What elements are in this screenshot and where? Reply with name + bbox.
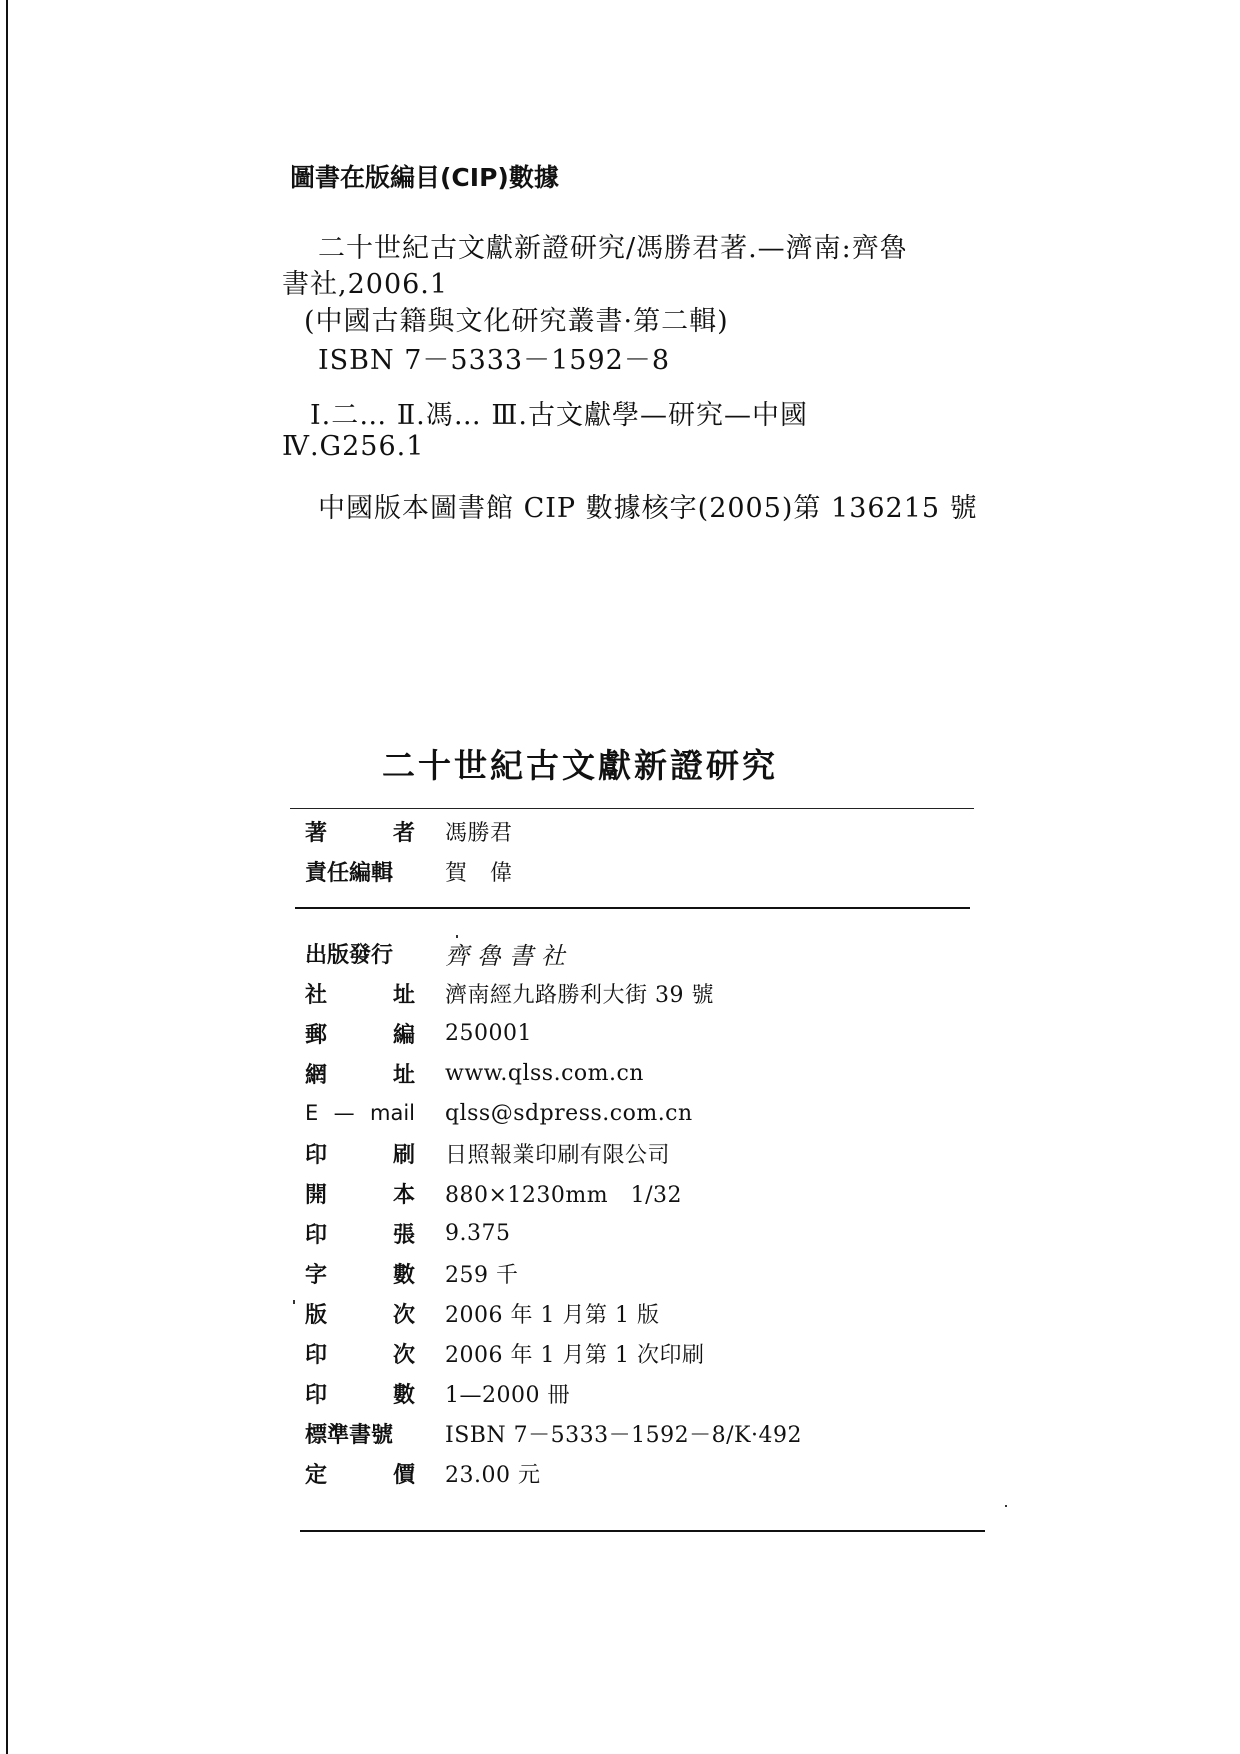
detail-label: 標準書號 [305,1422,394,1448]
detail-row-format [305,1177,682,1209]
detail-value: 日照報業印刷有限公司 [445,1142,671,1168]
credit-label: 著 者 [305,820,415,846]
cip-title-line: 二十世紀古文獻新證研究/馮勝君著.—濟南:齊魯 [318,233,908,264]
detail-label: 印 張 [305,1222,415,1248]
cip-isbn-line: ISBN 7－5333－1592－8 [318,345,670,376]
cip-classification-line: Ⅳ.G256.1 [282,431,425,462]
credit-value: 馮勝君 [445,820,513,846]
detail-label: 網 址 [305,1062,415,1088]
book-title: 二十世紀古文獻新證研究 [382,746,778,785]
detail-value: 9.375 [445,1220,511,1246]
detail-value: 1—2000 冊 [445,1382,570,1408]
detail-value: 23.00 元 [445,1462,541,1488]
detail-row-postcode [305,1017,532,1049]
detail-value: 濟南經九路勝利大街 39 號 [445,982,714,1008]
publisher-logotype: 齊魯書社 [445,941,573,970]
cip-publisher-line: 書社,2006.1 [282,269,449,300]
credits-rule [295,907,970,909]
detail-label: 印 數 [305,1382,415,1408]
detail-value: 259 千 [445,1262,519,1288]
cip-subject-line: Ⅰ.二… Ⅱ.馮… Ⅲ.古文獻學—研究—中國 [310,400,808,431]
detail-row-wordcount [305,1257,519,1289]
detail-label: 字 數 [305,1262,415,1288]
detail-row-printer [305,1137,670,1169]
detail-label: 版 次 [305,1302,415,1328]
detail-label: E — mail [305,1101,415,1125]
detail-value: 2006 年 1 月第 1 版 [445,1302,660,1328]
detail-row-address [305,977,714,1009]
cip-heading: 圖書在版編目(CIP)數據 [290,163,559,192]
cip-series-line: (中國古籍與文化研究叢書·第二輯) [304,306,729,337]
detail-value: 250001 [445,1020,532,1046]
website-link[interactable]: www.qlss.com.cn [445,1060,644,1086]
scan-speck [1005,1505,1007,1507]
scan-speck [293,1300,295,1304]
credit-value: 賀 偉 [445,860,513,886]
detail-row-print-run [305,1377,570,1409]
detail-row-edition [305,1297,659,1329]
detail-label: 定 價 [305,1462,415,1488]
detail-row-email [305,1097,693,1129]
title-rule [290,808,974,809]
detail-row-printing [305,1337,704,1369]
detail-label: 印 次 [305,1342,415,1368]
detail-row-sheets [305,1217,510,1249]
detail-row-publisher [305,937,573,969]
detail-label: 出版發行 [305,942,394,968]
credit-label: 責任編輯 [305,860,394,886]
detail-value: 880×1230mm 1/32 [445,1182,683,1208]
cip-verification-line: 中國版本圖書館 CIP 數據核字(2005)第 136215 號 [318,493,978,524]
detail-label: 開 本 [305,1182,415,1208]
detail-label: 郵 編 [305,1022,415,1048]
detail-row-website [305,1057,644,1089]
bottom-rule [300,1530,985,1532]
detail-label: 印 刷 [305,1142,415,1168]
page-border-line [6,0,8,1754]
credit-row-author [305,815,513,847]
email-link[interactable]: qlss@sdpress.com.cn [445,1100,693,1126]
credit-row-editor [305,855,513,887]
detail-value: ISBN 7－5333－1592－8/K·492 [445,1422,802,1448]
detail-row-isbn [305,1417,802,1449]
detail-label: 社 址 [305,982,415,1008]
detail-value: 2006 年 1 月第 1 次印刷 [445,1342,705,1368]
detail-row-price [305,1457,540,1489]
